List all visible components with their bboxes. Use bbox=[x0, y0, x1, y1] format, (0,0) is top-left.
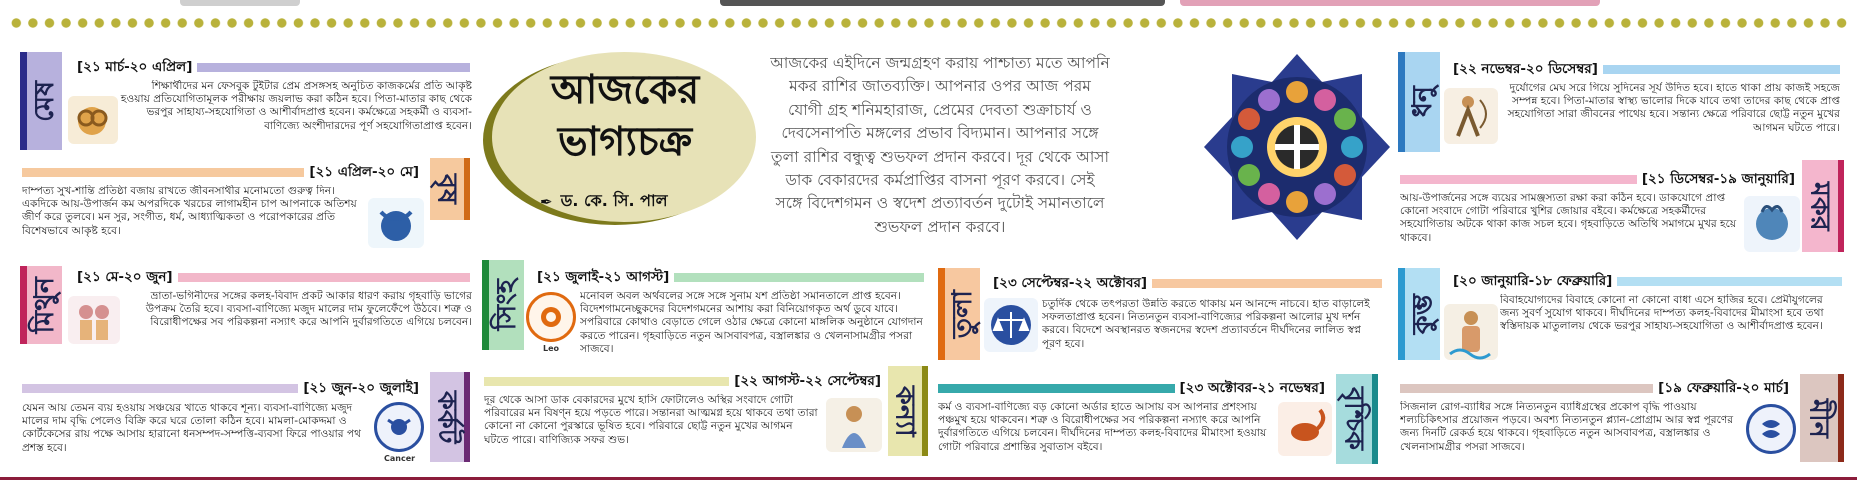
sign-tab-cancer bbox=[430, 372, 470, 462]
sign-tab-sagittarius bbox=[1398, 52, 1440, 152]
date-range: [২১ মে-২০ জুন] bbox=[72, 268, 178, 286]
maiden-icon bbox=[826, 398, 882, 452]
crab-icon bbox=[374, 402, 424, 452]
sign-tab-gemini bbox=[20, 266, 62, 344]
date-range: [২২ আগস্ট-২২ সেপ্টেম্বর] bbox=[729, 372, 886, 390]
date-range: [২৩ অক্টোবর-২১ নভেম্বর] bbox=[1175, 379, 1330, 397]
zodiac-wheel-icon bbox=[1202, 52, 1392, 242]
date-bar-pisces bbox=[1400, 379, 1794, 397]
twins-icon bbox=[68, 296, 120, 344]
date-range: [২২ নভেম্বর-২০ ডিসেম্বর] bbox=[1448, 60, 1603, 78]
prediction-scorpio: কর্ম ও ব্যবসা-বাণিজ্যে বড় কোনো অর্ডার হাতে আসায় বস আপনার প্রশংসায় পঞ্চমুখ হয়ে থাকবেন। শত্রু ও বিরোধীপক্ষের সব পরিকল্পনা নস্যাৎ করে আপনি দুর্বারগতিতে এগিয়ে চলবেন। দীর্ঘদিনের দাম্পত্য কলহ-বিবাদের মীমাংসা হওয়ায় গোটা পরিবারে প্রশান্তির সুবাতাস বইবে। bbox=[938, 401, 1267, 453]
date-bar-taurus bbox=[22, 163, 424, 181]
prediction-leo: মনোবল অবল অর্থবলের সঙ্গে সঙ্গে সুনাম যশ প্রতিষ্ঠা সমানতালে প্রাপ্ত হবেন। বিদেশগামনেচ্ছুকদের বিদেশগমনের আশায় করা বিনিয়োগকৃত অর্থ ডুবে যাবে। সপরিবারে কোথাও বেড়াতে গেলে ওঠার ক্ষেত্রে কোনো মাঙ্গলিক অনুষ্ঠানে যোগদান করতে পারেন। গৃহবাড়িতে নতুন আসবাবপত্র, বস্ত্রালঙ্কার ও খেলনাসামগ্রীর পসরা সাজবে। bbox=[580, 290, 923, 355]
author-name: ড. কে. সি. পাল bbox=[560, 191, 668, 210]
sign-tab-libra bbox=[938, 268, 980, 360]
date-bar-scorpio bbox=[938, 379, 1330, 397]
date-bar-gemini bbox=[72, 268, 470, 286]
dotted-divider bbox=[8, 16, 1848, 30]
top-strip bbox=[0, 0, 1857, 8]
date-bar-aquarius bbox=[1448, 272, 1842, 290]
sign-name: মেষ bbox=[29, 80, 60, 122]
date-range: [২০ জানুয়ারি-১৮ ফেব্রুয়ারি] bbox=[1448, 272, 1617, 290]
sign-name: কন্যা bbox=[889, 385, 921, 437]
ram-icon bbox=[68, 96, 118, 144]
sign-name: কুম্ভ bbox=[1407, 293, 1438, 335]
bull-icon bbox=[368, 198, 424, 248]
scorpion-icon bbox=[1278, 402, 1332, 456]
date-bar-leo bbox=[532, 268, 924, 286]
sign-tab-scorpio bbox=[1336, 374, 1378, 464]
scales-icon bbox=[984, 298, 1038, 352]
date-bar-cancer bbox=[22, 379, 424, 397]
sign-name: ধনু bbox=[1407, 86, 1438, 118]
date-range: [১৯ ফেব্রুয়ারি-২০ মার্চ] bbox=[1653, 379, 1794, 397]
water-bearer-icon bbox=[1444, 304, 1498, 360]
lion-icon bbox=[526, 292, 576, 342]
fish-icon bbox=[1746, 404, 1796, 454]
goat-icon bbox=[1744, 196, 1800, 252]
author-byline bbox=[540, 188, 740, 215]
prediction-cancer: যেমন আয় তেমন ব্যয় হওয়ায় সঞ্চয়ের খাতে থাকবে শূন্য। ব্যবসা-বাণিজ্যে মজুদ মালের দাম বৃদ্ধি পেলেও বিক্রি করে ঘরে তোলা কঠিন হবে। মামলা-মোকদ্দমা ও কোর্টকেসের রায় পক্ষে আসায় হারানো ধনসম্পদ-সম্পত্তি-ব্যবসা ফিরে পাওয়ার পথ প্রশস্ত হবে। bbox=[22, 402, 361, 454]
sign-tab-aries bbox=[20, 52, 62, 150]
page-title: আজকের ভাগ্যচক্র bbox=[550, 67, 700, 165]
sign-name: তুলা bbox=[947, 289, 978, 339]
sign-name: মীন bbox=[1803, 398, 1835, 438]
date-bar-libra bbox=[988, 274, 1382, 292]
intro-paragraph: আজকের এইদিনে জন্মগ্রহণ করায় পাশ্চাত্য মতে আপনি মকর রাশির জাতব্যক্তি। আপনার ওপর আজ পরম যোগী গ্রহ শনিমহারাজ, প্রেমের দেবতা শুক্রাচার্য ও দেবসেনাপতি মঙ্গলের প্রভাব বিদ্যমান। আপনার সঙ্গে তুলা রাশির বন্ধুত্ব শুভফল প্রদান করবে। দূর থেকে আসা ডাক বেকারদের কর্মপ্রাপ্তির বাসনা পূরণ করবে। সেই সঙ্গে বিদেশগমন ও স্বদেশ প্রত্যাবর্তন দুটোই সমানতালে শুভফল প্রদান করবে। bbox=[770, 54, 1110, 236]
sign-tab-capricorn bbox=[1802, 160, 1844, 252]
sign-name: কর্কট bbox=[431, 390, 463, 444]
prediction-sagittarius: দুর্যোগের মেঘ সরে গিয়ে সুদিনের সূর্য উদিত হবে। হাতে থাকা প্রায় কাজই সহজে সম্পন্ন হবে। পিতা-মাতার স্বাস্থ্য ভালোর দিকে যাবে তথা তাদের কাছ থেকে প্রাপ্ত সহযোগিতা সারা জীবনের পাথেয় হবে। সন্তান্য ক্ষেত্রে পরিবারে ছোট্ট নতুন মুখের আগমন ঘটতে পারে। bbox=[1507, 82, 1840, 134]
sign-name: বৃশ্চিক bbox=[1338, 387, 1370, 451]
prediction-pisces: সিজনাল রোগ-ব্যাধির সঙ্গে নিত্যনতুন ব্যাধিগ্রস্থের প্রকোপ বৃদ্ধি পাওয়ায় শল্যচিকিৎসার প্রয়োজন পড়বে। অবশ্য নিত্যনতুন প্ল্যান-প্রোগ্রাম আর স্বপ্ন পূরণের জন্য দিনটি রেকর্ড হয়ে থাকবে। গৃহবাড়িতে নতুন আসবাবপত্র, বস্ত্রালঙ্কার ও খেলনাসামগ্রীর পসরা সাজবে। bbox=[1400, 401, 1734, 453]
date-bar-virgo bbox=[484, 372, 886, 390]
prediction-virgo: দূর থেকে আসা ডাক বেকারদের মুখে হাসি ফোটালেও অস্থির সংবাদে গোটা পরিবারের মন বিষণ্ন হয়ে পড়তে পারে। সন্তানরা আত্মমগ্ন হয়ে থাকবে তথা তারা কোনো না কোনো পুরস্কারে ভূষিত হবে। পরিবারে ছোট্ট নতুন মুখের আগমন ঘটতে পারে। বাণিজ্যিক সফর শুভ। bbox=[484, 394, 818, 446]
sign-tab-taurus bbox=[430, 158, 470, 220]
sign-tab-virgo bbox=[888, 366, 928, 456]
bottom-rule bbox=[0, 477, 1857, 480]
prediction-gemini: ভ্রাতা-ভগিনীদের সঙ্গের কলহ-বিবাদ প্রকট আকার ধারণ করায় গৃহবাড়ি ভাগের উপক্রম তৈরি হবে। ব্যবসা-বাণিজ্যে মজুদ মালের দাম ফুলেফেঁপে উঠবে। শত্রু ও বিরোধীপক্ষের সব পরিকল্পনা নস্যাৎ করে আপনি দুর্বারগতিতে এগিয়ে চলবেন। bbox=[145, 290, 472, 329]
prediction-libra: চতুর্দিক থেকে তৎপরতা উন্নতি করতে থাকায় মন আনন্দে নাচবে। হাত বাড়ালেই সফলতাপ্রাপ্ত হবেন। নিত্যনতুন ব্যবসা-বাণিজ্যের পরিকল্পনা আলোর মুখ দর্শন করবে। বিদেশে অবস্থানরত স্বজনদের স্বদেশ প্রত্যাবর্তনে দীর্ঘদিনের লালিত স্বপ্ন পূরণ হবে। bbox=[1042, 298, 1370, 350]
date-range: [২১ এপ্রিল-২০ মে] bbox=[304, 163, 424, 181]
date-range: [২১ ডিসেম্বর-১৯ জানুয়ারি] bbox=[1637, 170, 1800, 188]
badge-label: Leo bbox=[543, 344, 560, 353]
date-range: [২১ জুন-২০ জুলাই] bbox=[298, 379, 424, 397]
date-range: [২১ জুলাই-২১ আগস্ট] bbox=[532, 268, 674, 286]
sign-name: সিংহ bbox=[491, 279, 522, 331]
prediction-capricorn: আয়-উপার্জনের সঙ্গে ব্যয়ের সামঞ্জস্যতা রক্ষা করা কঠিন হবে। ডাকযোগে প্রাপ্ত কোনো সংবাদে গোটা পরিবারে খুশির জোয়ার বইবে। কর্মক্ষেত্রে সহকর্মীদের সহযোগিতায় অটকে থাকা কাজ সচল হবে। গৃহবাড়িতে অতিথি সমাগমে মুখর হয়ে থাকবে। bbox=[1400, 192, 1737, 244]
sign-name: মিথুন bbox=[29, 276, 60, 334]
prediction-aries: শিক্ষার্থীদের মন ফেসবুক টুইটার প্রেম প্রসঙ্গসহ অনুচিত কাজকর্মের প্রতি আকৃষ্ট হওয়ায় প্রতিযোগিতামূলক পরীক্ষায় জয়লাভ করা কঠিন হবে। পিতা-মাতার কাছ থেকে ভরপুর সাহায্য-সহযোগিতা ও আশীর্বাদপ্রাপ্ত হবেন। কর্মক্ষেত্রে সহকর্মী ও ব্যবসা-বাণিজ্যে অংশীদারদের পূর্ণ সহযোগিতাপ্রাপ্ত হবেন। bbox=[120, 80, 472, 132]
badge-label: Cancer bbox=[384, 454, 416, 463]
prediction-taurus: দাম্পত্য সুখ-শান্তি প্রতিষ্ঠা বজায় রাখতে জীবনসাথীর মনোমতো গুরুত্ব দিন। একদিকে আয়-উপার্জন কম অপরদিকে খরচের লাগামহীন চাপ আপনাকে অতিশয় জীর্ণ করে তুলবে। মন সুর, সংগীত, ধর্ম, আধ্যাত্মিকতা ও পরোপকারের প্রতি বিশেষভাবে আকৃষ্ট হবে। bbox=[22, 185, 357, 237]
date-bar-aries bbox=[72, 58, 470, 76]
prediction-aquarius: বিবাহযোগ্যদের বিবাহে কোনো না কোনো বাধা এসে হাজির হবে। প্রেমীযুগলের জন্য সুবর্ণ সুযোগ থাকবে। দীর্ঘদিনের দাম্পত্য কলহ-বিবাদের মীমাংসা হবে তথা স্বস্তিদায়ক মাতুলালয় থেকে ভরপুর সাহায্য-সহযোগিতা ও আশীর্বাদপ্রাপ্ত হবেন। bbox=[1500, 294, 1824, 333]
sign-tab-leo bbox=[482, 260, 524, 350]
date-bar-capricorn bbox=[1400, 170, 1800, 188]
sign-tab-aquarius bbox=[1398, 268, 1440, 360]
date-range: [২১ মার্চ-২০ এপ্রিল] bbox=[72, 58, 197, 76]
date-range: [২৩ সেপ্টেম্বর-২২ অক্টোবর] bbox=[988, 274, 1152, 292]
sign-tab-pisces bbox=[1800, 374, 1844, 462]
pen-icon: ✒ bbox=[540, 192, 553, 211]
archer-icon bbox=[1444, 88, 1498, 144]
sign-name: বৃষ bbox=[431, 174, 463, 204]
sign-name: মকর bbox=[1804, 181, 1836, 231]
date-bar-sagittarius bbox=[1448, 60, 1840, 78]
